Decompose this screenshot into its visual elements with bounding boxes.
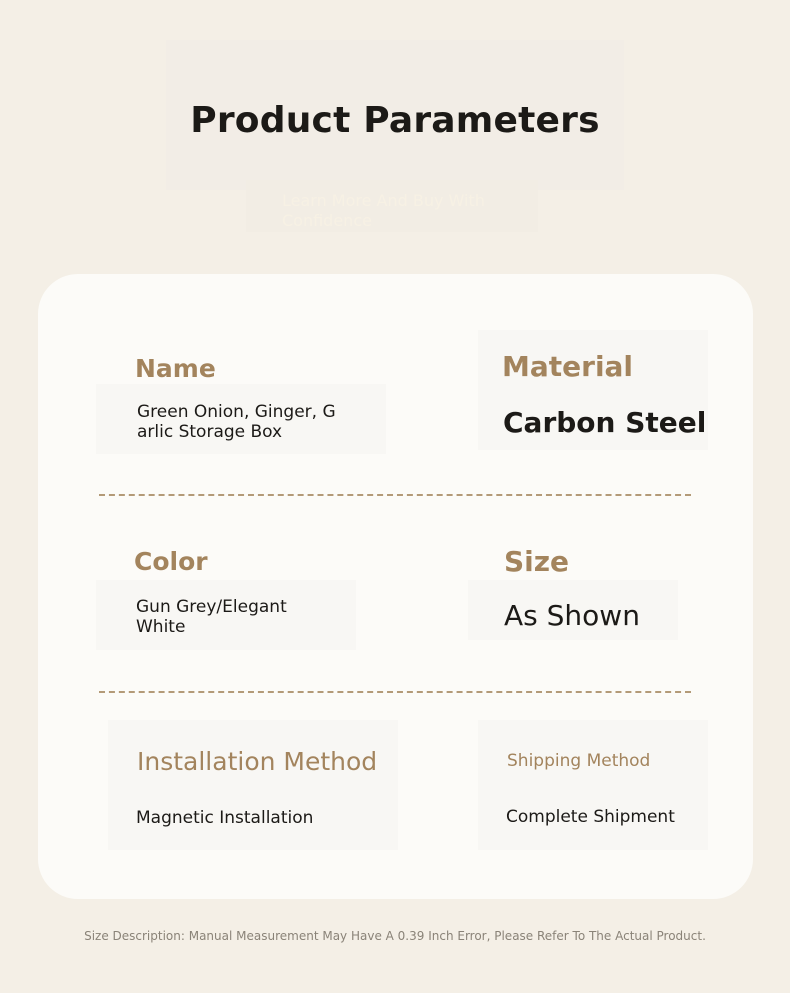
- installation-cell-bg: [108, 720, 398, 850]
- installation-label: Installation Method: [137, 747, 378, 776]
- page-title: Product Parameters: [190, 100, 600, 141]
- name-value: Green Onion, Ginger, Garlic Storage Box: [137, 402, 336, 442]
- size-label: Size: [504, 545, 570, 578]
- shipping-cell-bg: [478, 720, 708, 850]
- color-label: Color: [134, 547, 208, 576]
- page-subtitle: Learn More And Buy With Confidence: [282, 191, 485, 230]
- material-value: Carbon Steel: [503, 406, 707, 439]
- divider-1: [99, 494, 691, 496]
- shipping-value: Complete Shipment: [506, 807, 675, 827]
- size-footnote: Size Description: Manual Measurement May Have A 0.39 Inch Error, Please Refer To The Actual Product.: [84, 929, 706, 943]
- parameters-card: [38, 274, 753, 899]
- installation-value: Magnetic Installation: [136, 808, 314, 828]
- size-value: As Shown: [504, 599, 640, 632]
- material-label: Material: [502, 350, 634, 383]
- shipping-label: Shipping Method: [507, 751, 651, 771]
- divider-2: [99, 691, 691, 693]
- color-value: Gun Grey/Elegant White: [136, 597, 287, 637]
- name-label: Name: [135, 354, 216, 383]
